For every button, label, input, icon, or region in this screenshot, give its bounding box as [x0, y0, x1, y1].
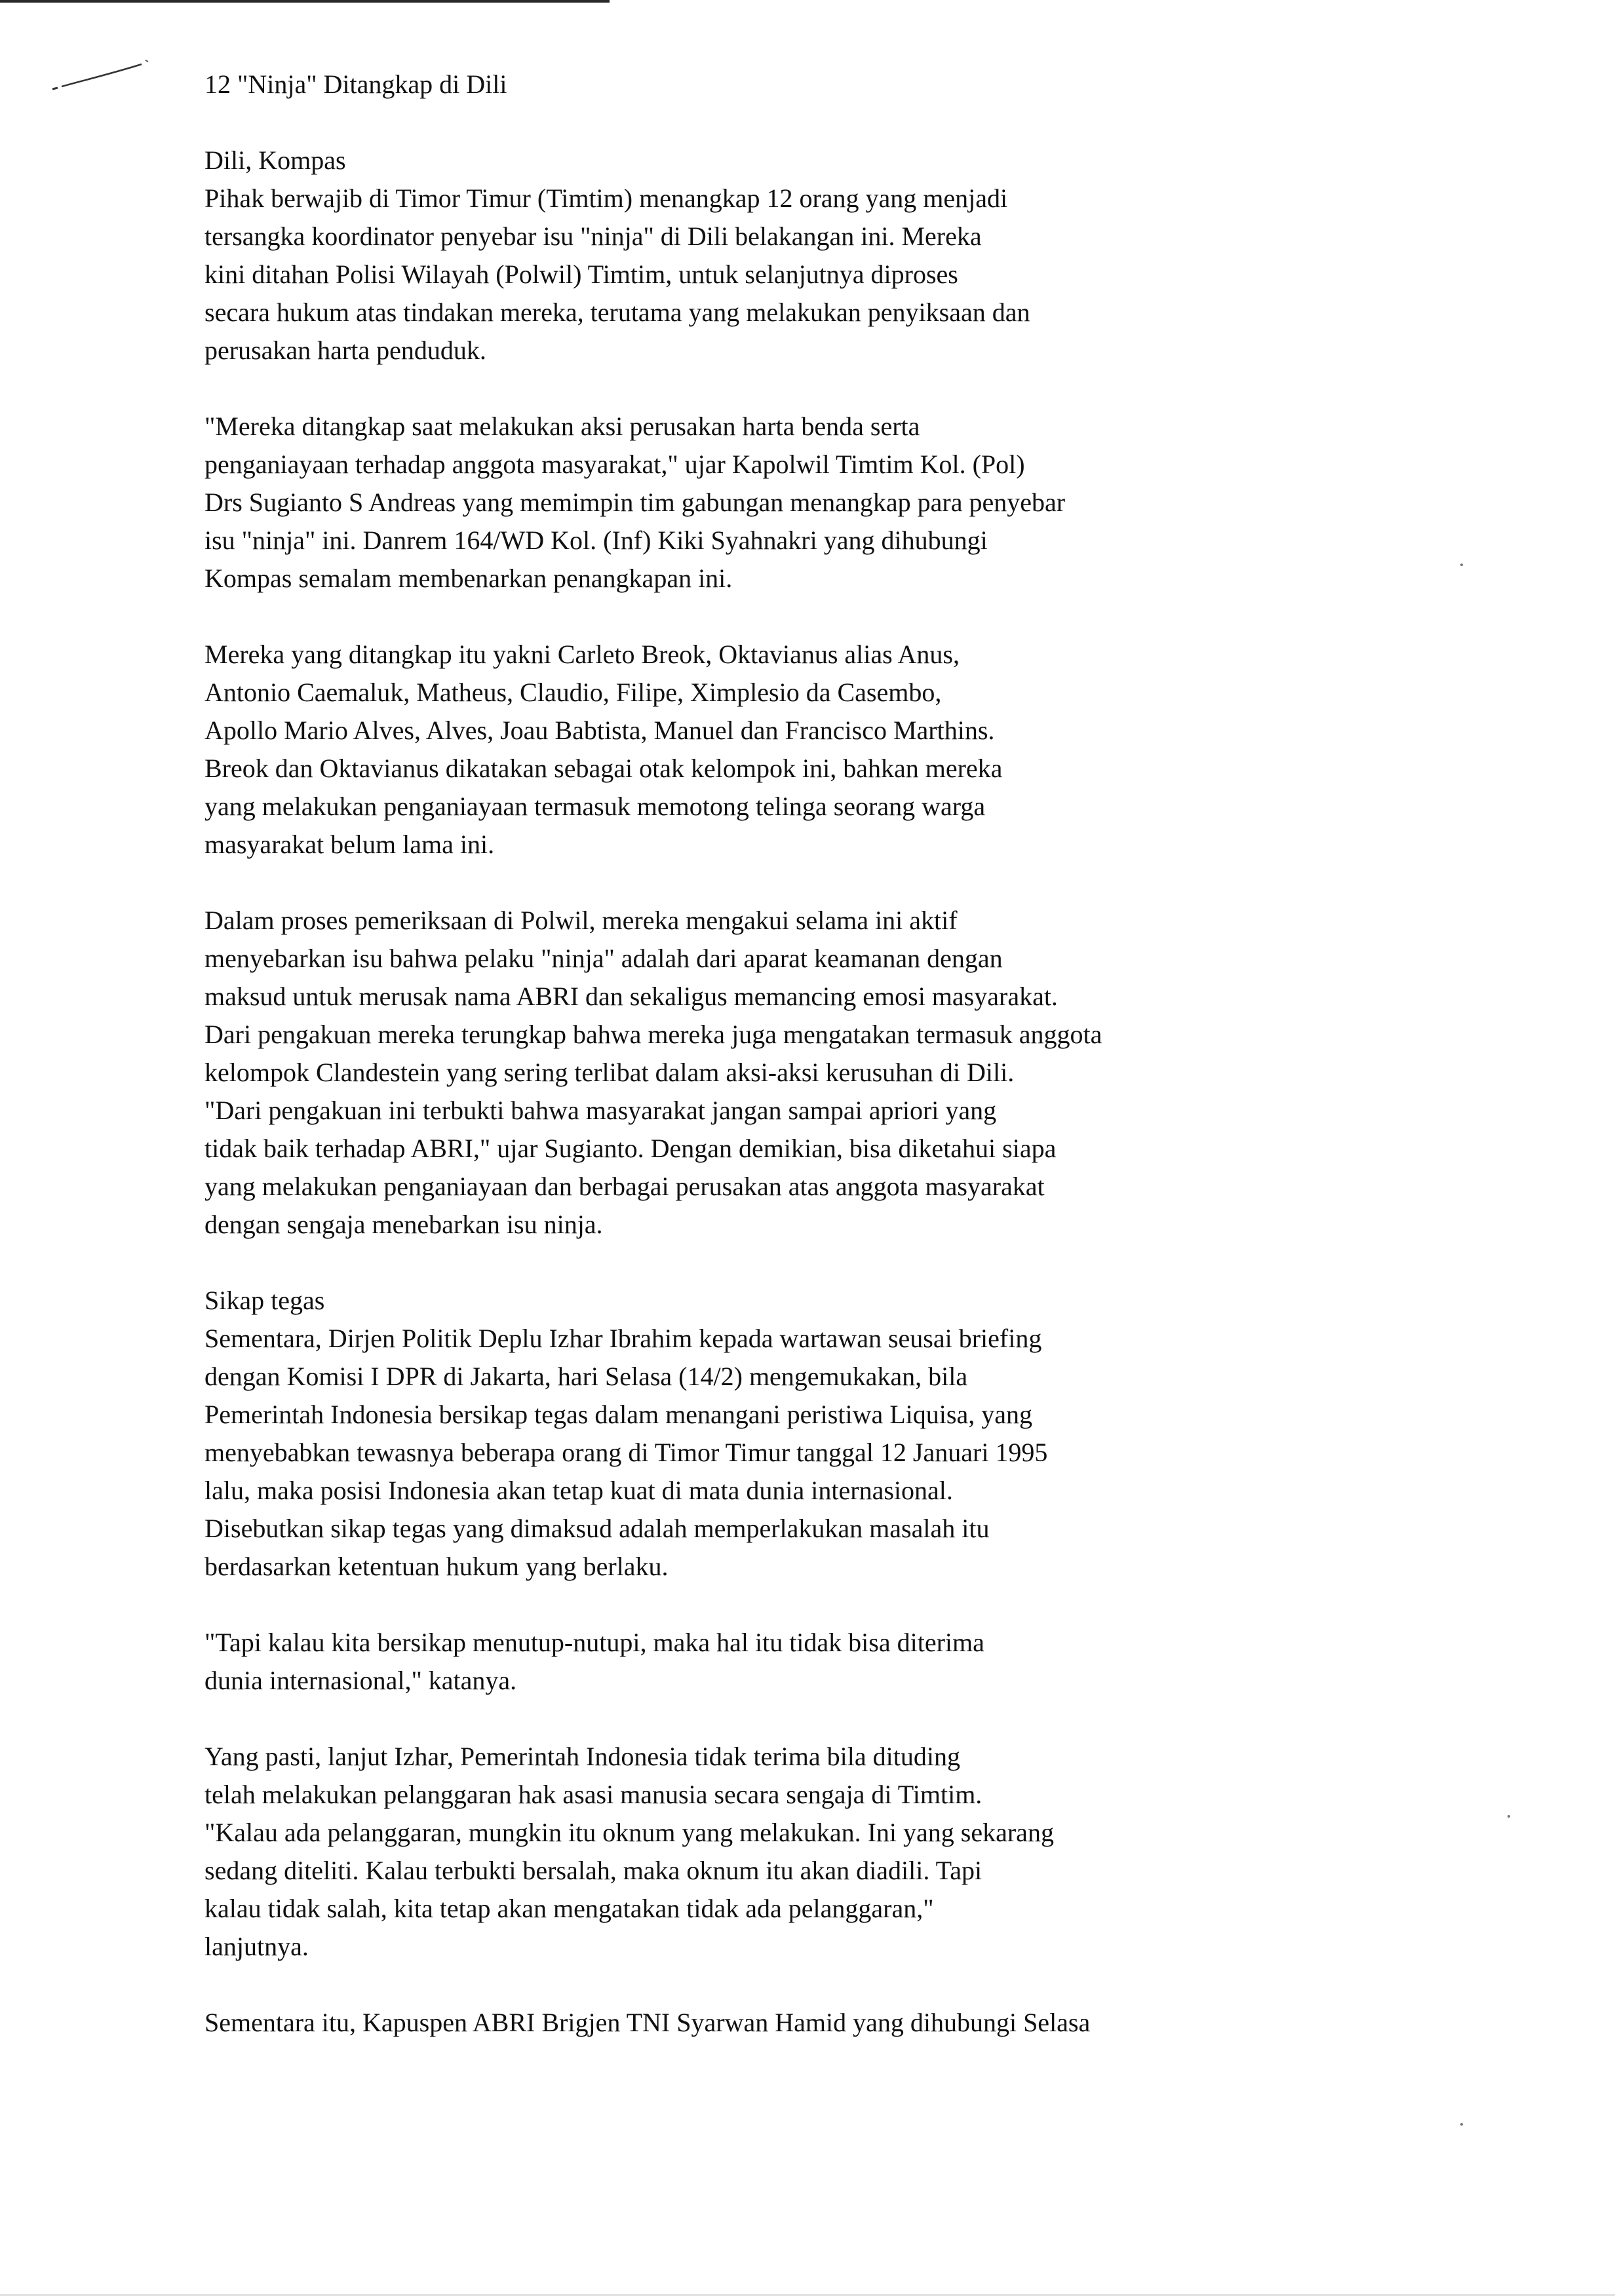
text-line: lanjutnya.	[204, 1932, 309, 1961]
text-line: penganiayaan terhadap anggota masyarakat," ujar Kapolwil Timtim Kol. (Pol)	[204, 450, 1025, 479]
text-line: Sementara, Dirjen Politik Deplu Izhar Ibrahim kepada wartawan seusai briefing	[204, 1324, 1042, 1353]
text-line: kalau tidak salah, kita tetap akan mengatakan tidak ada pelanggaran,"	[204, 1894, 934, 1923]
text-line: kelompok Clandestein yang sering terlibat dalam aksi-aksi kerusuhan di Dili.	[204, 1058, 1015, 1087]
paragraph	[204, 2004, 1450, 2042]
text-line: masyarakat belum lama ini.	[204, 830, 495, 859]
paragraph	[204, 142, 1450, 370]
pen-mark	[51, 55, 149, 94]
text-line: sedang diteliti. Kalau terbukti bersalah, maka oknum itu akan diadili. Tapi	[204, 1856, 983, 1885]
text-line: Antonio Caemaluk, Matheus, Claudio, Filipe, Ximplesio da Casembo,	[204, 678, 942, 707]
text-line: "Dari pengakuan ini terbukti bahwa masyarakat jangan sampai apriori yang	[204, 1096, 997, 1125]
text-line: Dari pengakuan mereka terungkap bahwa mereka juga mengatakan termasuk anggota	[204, 1020, 1102, 1049]
text-line: secara hukum atas tindakan mereka, terutama yang melakukan penyiksaan dan	[204, 297, 1030, 327]
text-line: tersangka koordinator penyebar isu "ninja" di Dili belakangan ini. Mereka	[204, 221, 982, 251]
text-line: Kompas semalam membenarkan penangkapan ini.	[204, 564, 733, 593]
text-line: Pihak berwajib di Timor Timur (Timtim) menangkap 12 orang yang menjadi	[204, 183, 1008, 213]
text-line: perusakan harta penduduk.	[204, 335, 486, 365]
text-line: isu "ninja" ini. Danrem 164/WD Kol. (Inf) Kiki Syahnakri yang dihubungi	[204, 526, 988, 555]
text-line: Mereka yang ditangkap itu yakni Carleto Breok, Oktavianus alias Anus,	[204, 640, 960, 669]
text-line: dengan sengaja menebarkan isu ninja.	[204, 1210, 603, 1239]
text-line: Sementara itu, Kapuspen ABRI Brigjen TNI Syarwan Hamid yang dihubungi Selasa	[204, 2008, 1091, 2037]
text-line: Breok dan Oktavianus dikatakan sebagai otak kelompok ini, bahkan mereka	[204, 754, 1003, 783]
text-line: telah melakukan pelanggaran hak asasi manusia secara sengaja di Timtim.	[204, 1780, 983, 1809]
text-line: maksud untuk merusak nama ABRI dan sekaligus memancing emosi masyarakat.	[204, 982, 1058, 1011]
text-line: berdasarkan ketentuan hukum yang berlaku.	[204, 1552, 669, 1581]
dateline: Dili, Kompas	[204, 145, 346, 175]
text-line: Drs Sugianto S Andreas yang memimpin tim gabungan menangkap para penyebar	[204, 488, 1066, 517]
scan-speck	[1460, 2123, 1463, 2126]
text-line: dengan Komisi I DPR di Jakarta, hari Selasa (14/2) mengemukakan, bila	[204, 1362, 968, 1391]
scan-speck	[1460, 564, 1463, 566]
text-line: Yang pasti, lanjut Izhar, Pemerintah Indonesia tidak terima bila dituding	[204, 1742, 960, 1771]
article-title: 12 "Ninja" Ditangkap di Dili	[204, 69, 507, 99]
paragraph	[204, 1624, 1450, 1700]
text-line: kini ditahan Polisi Wilayah (Polwil) Timtim, untuk selanjutnya diproses	[204, 259, 958, 289]
scan-top-edge	[0, 0, 610, 3]
text-line: menyebabkan tewasnya beberapa orang di Timor Timur tanggal 12 Januari 1995	[204, 1438, 1048, 1467]
text-line: "Tapi kalau kita bersikap menutup-nutupi, maka hal itu tidak bisa diterima	[204, 1628, 984, 1657]
text-line: yang melakukan penganiayaan termasuk memotong telinga seorang warga	[204, 792, 986, 821]
scan-speck	[1508, 1815, 1510, 1818]
text-line: Disebutkan sikap tegas yang dimaksud adalah memperlakukan masalah itu	[204, 1514, 990, 1543]
text-line: dunia internasional," katanya.	[204, 1666, 517, 1695]
paragraph	[204, 1282, 1450, 1586]
text-line: Pemerintah Indonesia bersikap tegas dalam menangani peristiwa Liquisa, yang	[204, 1400, 1032, 1429]
article	[204, 66, 1450, 2080]
text-line: yang melakukan penganiayaan dan berbagai perusakan atas anggota masyarakat	[204, 1172, 1045, 1201]
text-line: "Mereka ditangkap saat melakukan aksi perusakan harta benda serta	[204, 411, 920, 441]
paragraph	[204, 1738, 1450, 1966]
section-heading: Sikap tegas	[204, 1286, 325, 1315]
paragraph	[204, 902, 1450, 1244]
text-line: lalu, maka posisi Indonesia akan tetap kuat di mata dunia internasional.	[204, 1476, 953, 1505]
text-line: "Kalau ada pelanggaran, mungkin itu oknum yang melakukan. Ini yang sekarang	[204, 1818, 1054, 1847]
paragraph	[204, 636, 1450, 864]
text-line: menyebarkan isu bahwa pelaku "ninja" adalah dari aparat keamanan dengan	[204, 944, 1003, 973]
text-line: tidak baik terhadap ABRI," ujar Sugianto. Dengan demikian, bisa diketahui siapa	[204, 1134, 1057, 1163]
text-line: Apollo Mario Alves, Alves, Joau Babtista, Manuel dan Francisco Marthins.	[204, 716, 995, 745]
paragraph	[204, 408, 1450, 598]
text-line: Dalam proses pemeriksaan di Polwil, mereka mengakui selama ini aktif	[204, 906, 958, 935]
